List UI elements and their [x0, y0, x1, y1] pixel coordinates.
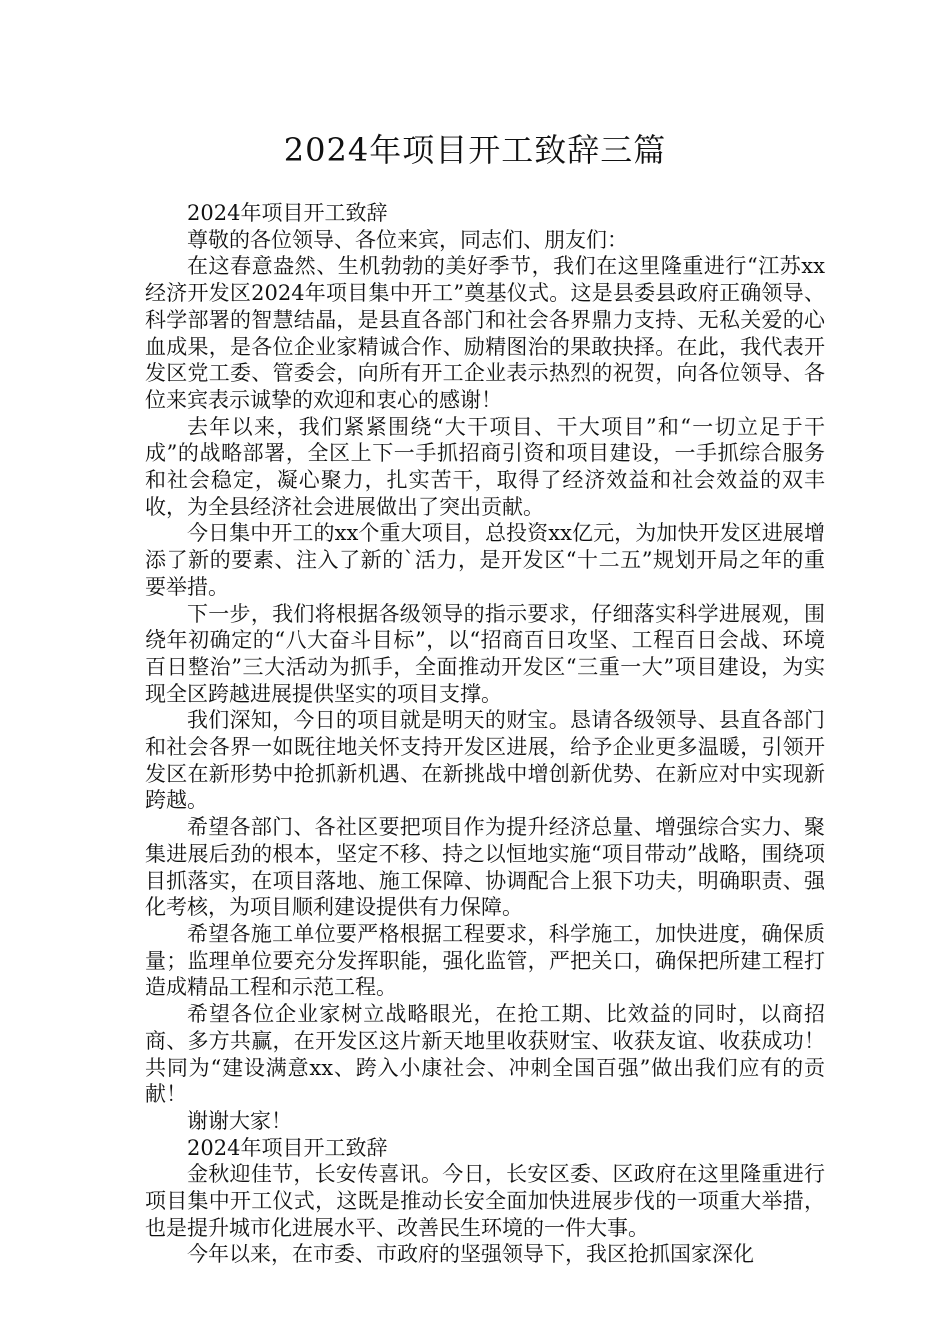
paragraph: 在这春意盎然、生机勃勃的美好季节，我们在这里隆重进行“江苏xx经济开发区2024年项目集中开工”奠基仪式。这是县委县政府正确领导、科学部署的智慧结晶，是县直各部门和社会各界鼎力支持、无私关爱的心血成果，是各位企业家精诚合作、励精图治的果敢抉择。在此，我代表开发区党工委、管委会，向所有开工企业表示热烈的祝贺，向各位领导、各位来宾表示诚挚的欢迎和衷心的感谢！ — [145, 254, 825, 412]
section-heading-2: 2024年项目开工致辞 — [187, 1135, 388, 1160]
paragraph: 今日集中开工的xx个重大项目，总投资xx亿元，为加快开发区进展增添了新的要素、注入了新的`活力，是开发区“十二五”规划开局之年的重要举措。 — [145, 521, 825, 599]
paragraph: 希望各位企业家树立战略眼光，在抢工期、比效益的同时，以商招商、多方共赢，在开发区这片新天地里收获财宝、收获友谊、收获成功！共同为“建设满意xx、跨入小康社会、冲刺全国百强”做出我们应有的贡献！ — [145, 1002, 825, 1107]
salutation: 尊敬的各位领导、各位来宾，同志们、朋友们： — [187, 227, 628, 252]
section-heading-1: 2024年项目开工致辞 — [187, 201, 388, 225]
paragraph: 金秋迎佳节，长安传喜讯。今日，长安区委、区政府在这里隆重进行项目集中开工仪式，这既是推动长安全面加快进展步伐的一项重大举措，也是提升城市化进展水平、改善民生环境的一件大事。 — [145, 1162, 825, 1240]
document-body — [145, 200, 825, 1268]
closing-line: 谢谢大家！ — [187, 1108, 292, 1133]
document-title: 2024年项目开工致辞三篇 — [283, 131, 667, 169]
paragraph: 今年以来，在市委、市政府的坚强领导下，我区抢抓国家深化 — [187, 1242, 754, 1267]
paragraph: 我们深知，今日的项目就是明天的财宝。恳请各级领导、县直各部门和社会各界一如既往地关怀支持开发区进展，给予企业更多温暖，引领开发区在新形势中抢抓新机遇、在新挑战中增创新优势、在新应对中实现新跨越。 — [145, 708, 825, 813]
paragraph: 希望各部门、各社区要把项目作为提升经济总量、增强综合实力、聚集进展后劲的根本，坚定不移、持之以恒地实施“项目带动”战略，围绕项目抓落实，在项目落地、施工保障、协调配合上狠下功夫，明确职责、强化考核，为项目顺利建设提供有力保障。 — [145, 815, 825, 920]
paragraph: 希望各施工单位要严格根据工程要求，科学施工，加快进度，确保质量；监理单位要充分发挥职能，强化监管，严把关口，确保把所建工程打造成精品工程和示范工程。 — [145, 921, 825, 1000]
paragraph: 去年以来，我们紧紧围绕“大干项目、干大项目”和“一切立足于干成”的战略部署，全区上下一手抓招商引资和项目建设，一手抓综合服务和社会稳定，凝心聚力，扎实苦干，取得了经济效益和社会效益的双丰收，为全县经济社会进展做出了突出贡献。 — [145, 414, 825, 519]
paragraph: 下一步，我们将根据各级领导的指示要求，仔细落实科学进展观，围绕年初确定的“八大奋斗目标”，以“招商百日攻坚、工程百日会战、环境百日整治”三大活动为抓手，全面推动开发区“三重一大”项目建设，为实现全区跨越进展提供坚实的项目支撑。 — [145, 601, 825, 706]
